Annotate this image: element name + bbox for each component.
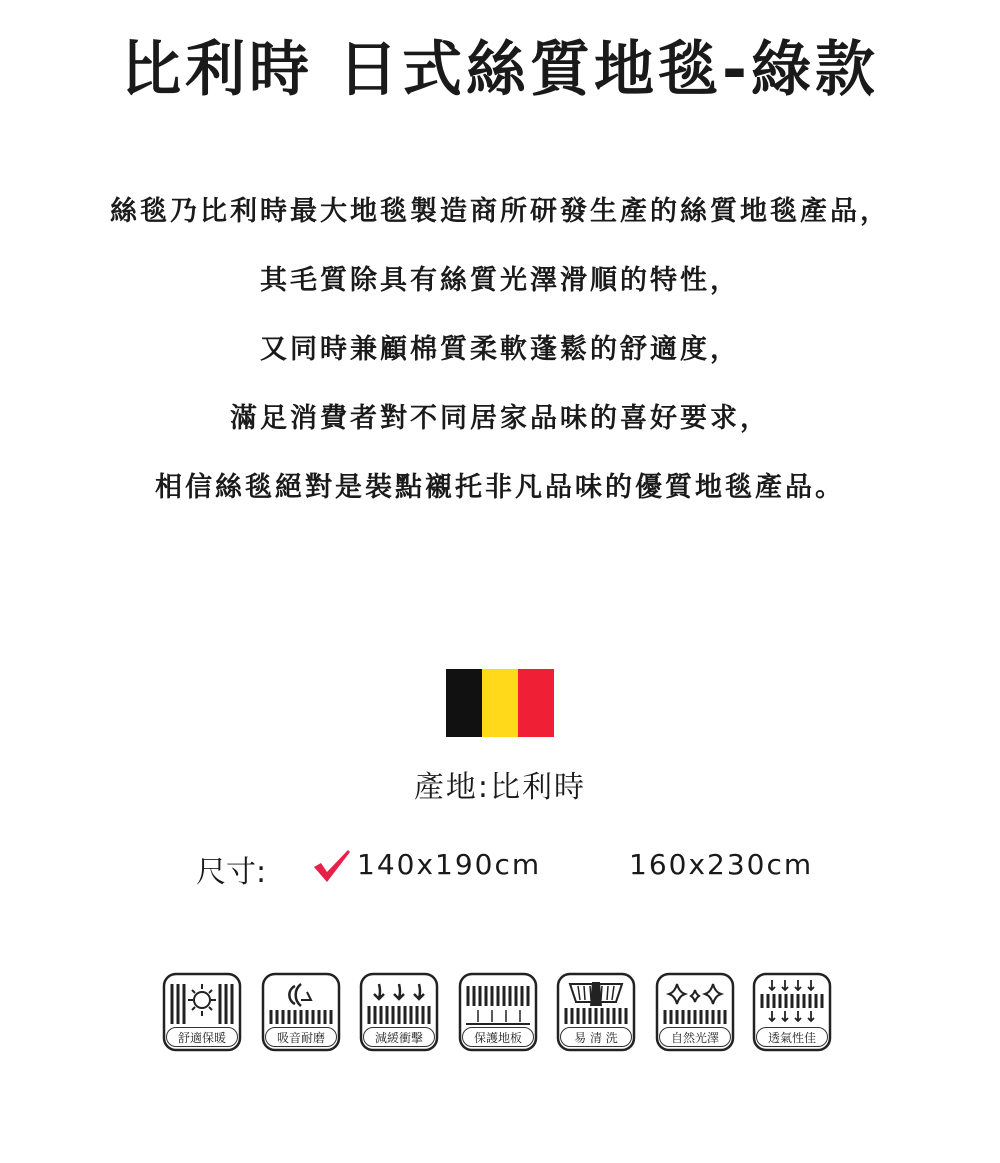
feature-label: 自然光澤: [659, 1027, 731, 1047]
feature-breathable: [752, 972, 832, 1052]
size-label: 尺寸:: [196, 855, 267, 890]
description-line: 絲毯乃比利時最大地毯製造商所研發生產的絲質地毯產品，: [110, 196, 890, 227]
feature-floor-protect: [458, 972, 538, 1052]
flag-stripe-yellow: [482, 669, 518, 737]
flag-stripe-black: [446, 669, 482, 737]
origin-label: 產地:比利時: [413, 770, 587, 805]
description-line: 其毛質除具有絲質光澤滑順的特性，: [260, 265, 740, 296]
feature-easy-clean: [556, 972, 636, 1052]
feature-label: 透氣性佳: [756, 1027, 828, 1047]
description-line: 又同時兼顧棉質柔軟蓬鬆的舒適度，: [260, 334, 740, 365]
flag-stripe-red: [518, 669, 554, 737]
size-option-160x230[interactable]: 160x230cm: [629, 848, 814, 881]
description-line: 相信絲毯絕對是裝點襯托非凡品味的優質地毯產品。: [155, 472, 845, 503]
page-title: 比利時 日式絲質地毯-綠款: [121, 35, 879, 105]
feature-label: 減緩衝擊: [363, 1027, 435, 1047]
description-line: 滿足消費者對不同居家品味的喜好要求，: [230, 403, 770, 434]
feature-label: 保護地板: [462, 1027, 534, 1047]
feature-warmth: [162, 972, 242, 1052]
feature-label: 舒適保暖: [166, 1027, 238, 1047]
feature-label: 易 清 洗: [560, 1027, 632, 1047]
feature-sparkle: [655, 972, 735, 1052]
feature-label: 吸音耐磨: [265, 1027, 337, 1047]
checkmark-icon: [312, 848, 352, 884]
size-option-140x190[interactable]: 140x190cm: [357, 848, 542, 881]
belgium-flag-icon: [446, 669, 554, 737]
product-description: [0, 180, 1000, 525]
feature-sound-absorb: [261, 972, 341, 1052]
feature-cushion: [359, 972, 439, 1052]
